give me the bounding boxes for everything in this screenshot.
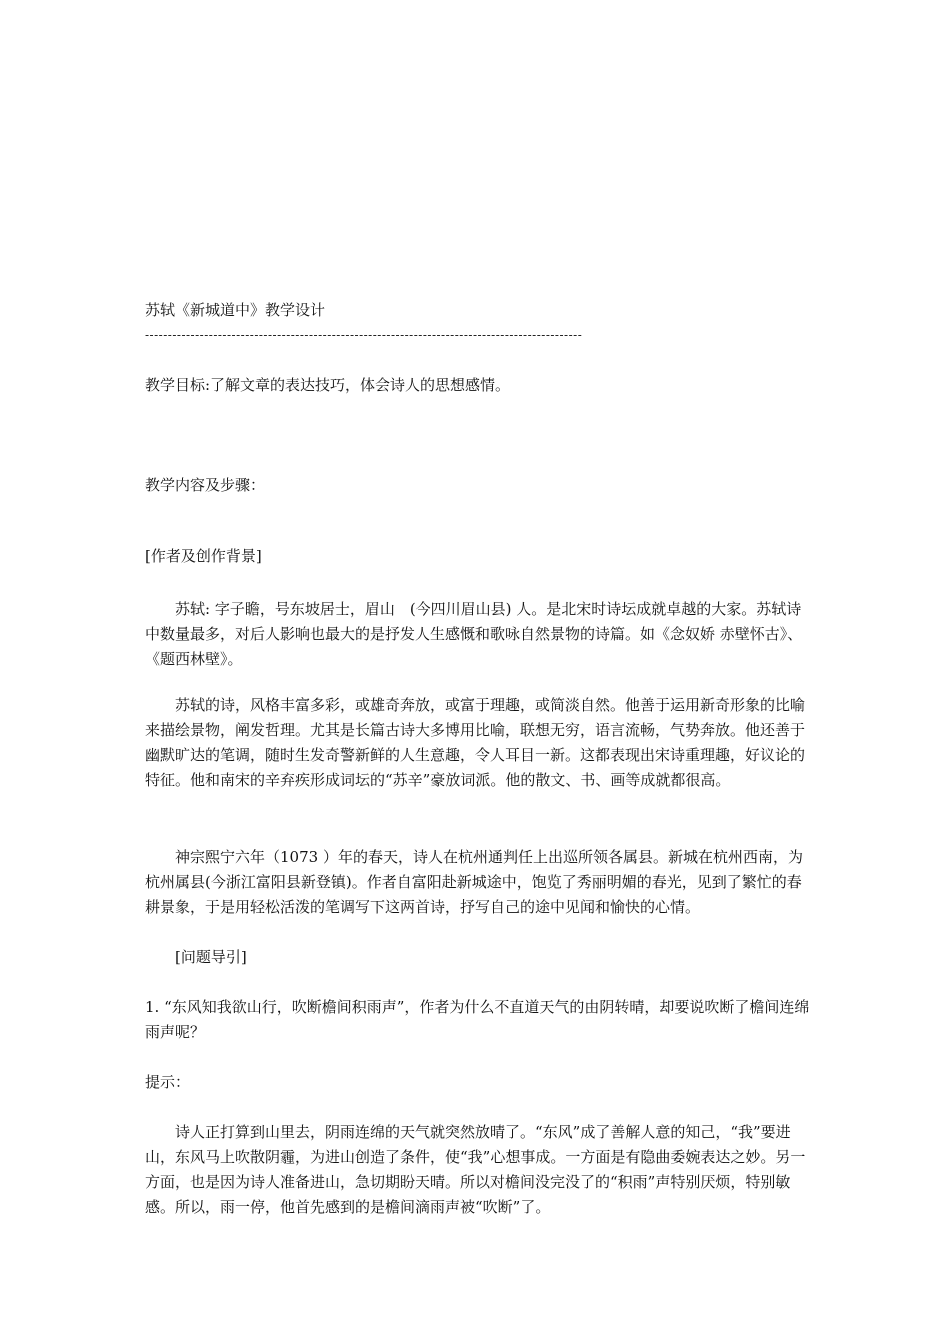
- guide-heading: [问题导引]: [175, 948, 247, 966]
- style-paragraph: 苏轼的诗，风格丰富多彩，或雄奇奔放，或富于理趣，或简淡自然。他善于运用新奇形象的比喻来描绘景物，阐发哲理。尤其是长篇古诗大多博用比喻，联想无穷，语言流畅，气势奔放。他还善于幽默旷达的笔调，随时生发奇警新鲜的人生意趣，令人耳目一新。这都表现出宋诗重理趣，好议论的特征。他和南宋的辛弃疾形成词坛的“苏辛”豪放词派。他的散文、书、画等成就都很高。: [145, 696, 806, 789]
- title-rule: ------------------------------------------------------------------------------------------------: [145, 328, 583, 342]
- hint-label: 提示：: [145, 1073, 191, 1091]
- document-title: 苏轼《新城道中》教学设计: [145, 301, 326, 319]
- contents-heading: 教学内容及步骤：: [145, 476, 266, 494]
- background-paragraph: 神宗熙宁六年（1073 ）年的春天，诗人在杭州通判任上出巡所领各属县。新城在杭州西南，为杭州属县(今浙江富阳县新登镇)。作者自富阳赴新城途中，饱览了秀丽明媚的春光，见到了繁忙的春耕景象，于是用轻松活泼的笔调写下这两首诗，抒写自己的途中见闻和愉快的心情。: [145, 848, 803, 916]
- question-1: 1. “东风知我欲山行，吹断檐间积雨声”，作者为什么不直道天气的由阴转晴，却要说吹断了檐间连绵雨声呢？: [145, 998, 810, 1041]
- hint-paragraph: 诗人正打算到山里去，阴雨连绵的天气就突然放晴了。“东风”成了善解人意的知己，“我”要进山，东风马上吹散阴霾，为进山创造了条件，使“我”心想事成。一方面是有隐曲委婉表达之妙。另一方面，也是因为诗人准备进山，急切期盼天晴。所以对檐间没完没了的“积雨”声特别厌烦，特别敏感。所以，雨一停，他首先感到的是檐间滴雨声被“吹断”了。: [145, 1123, 806, 1216]
- background-heading: [作者及创作背景]: [145, 547, 262, 565]
- author-paragraph: 苏轼: 字子瞻，号东坡居士，眉山 (今四川眉山县) 人。是北宋时诗坛成就卓越的大家。苏轼诗中数量最多，对后人影响也最大的是抒发人生感慨和歌咏自然景物的诗篇。如《念奴娇 赤壁怀古》、《题西林壁》。: [145, 600, 803, 668]
- teaching-objective: 教学目标:了解文章的表达技巧，体会诗人的思想感情。: [145, 376, 511, 394]
